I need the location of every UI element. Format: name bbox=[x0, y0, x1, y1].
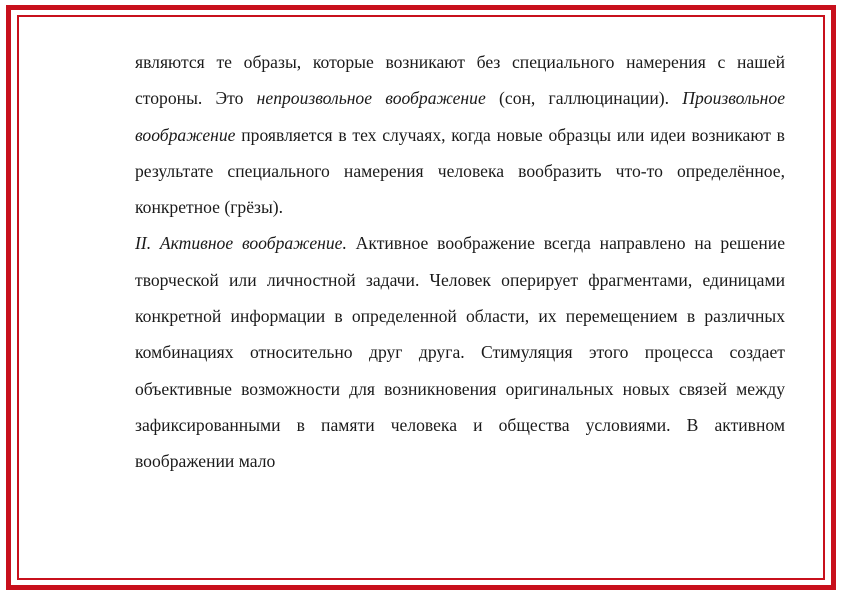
text-segment: проявляется в тех случаях, когда новые образцы или идеи возникают в результате специального намерения человека вообразить что-то определённое, конкретное (грёзы). bbox=[135, 124, 785, 218]
body-text bbox=[135, 44, 785, 480]
italic-heading-active-imagination: II. Активное воображение. bbox=[135, 233, 347, 254]
paragraph-2 bbox=[135, 225, 785, 479]
italic-term-voluntary-imagination: Произвольное воображение bbox=[135, 88, 786, 145]
paragraph-1 bbox=[135, 44, 785, 225]
italic-term-involuntary-imagination: непроизвольное воображение bbox=[256, 88, 486, 109]
text-segment: являются те образы, которые возникают без специального намерения с нашей стороны. Это bbox=[135, 52, 785, 109]
text-segment: (сон, галлюцинации). bbox=[485, 88, 683, 109]
text-segment: Активное воображение всегда направлено на решение творческой или личностной задачи. Человек оперирует фрагментами, единицами конкретной информации в определенной области, их перемещением в различных комбинациях относительно друг друга. Стимуляция этого процесса создает объективные возможности для возникновения оригинальных новых связей между зафиксированными в памяти человека и общества условиями. В активном воображении мало bbox=[135, 233, 786, 472]
